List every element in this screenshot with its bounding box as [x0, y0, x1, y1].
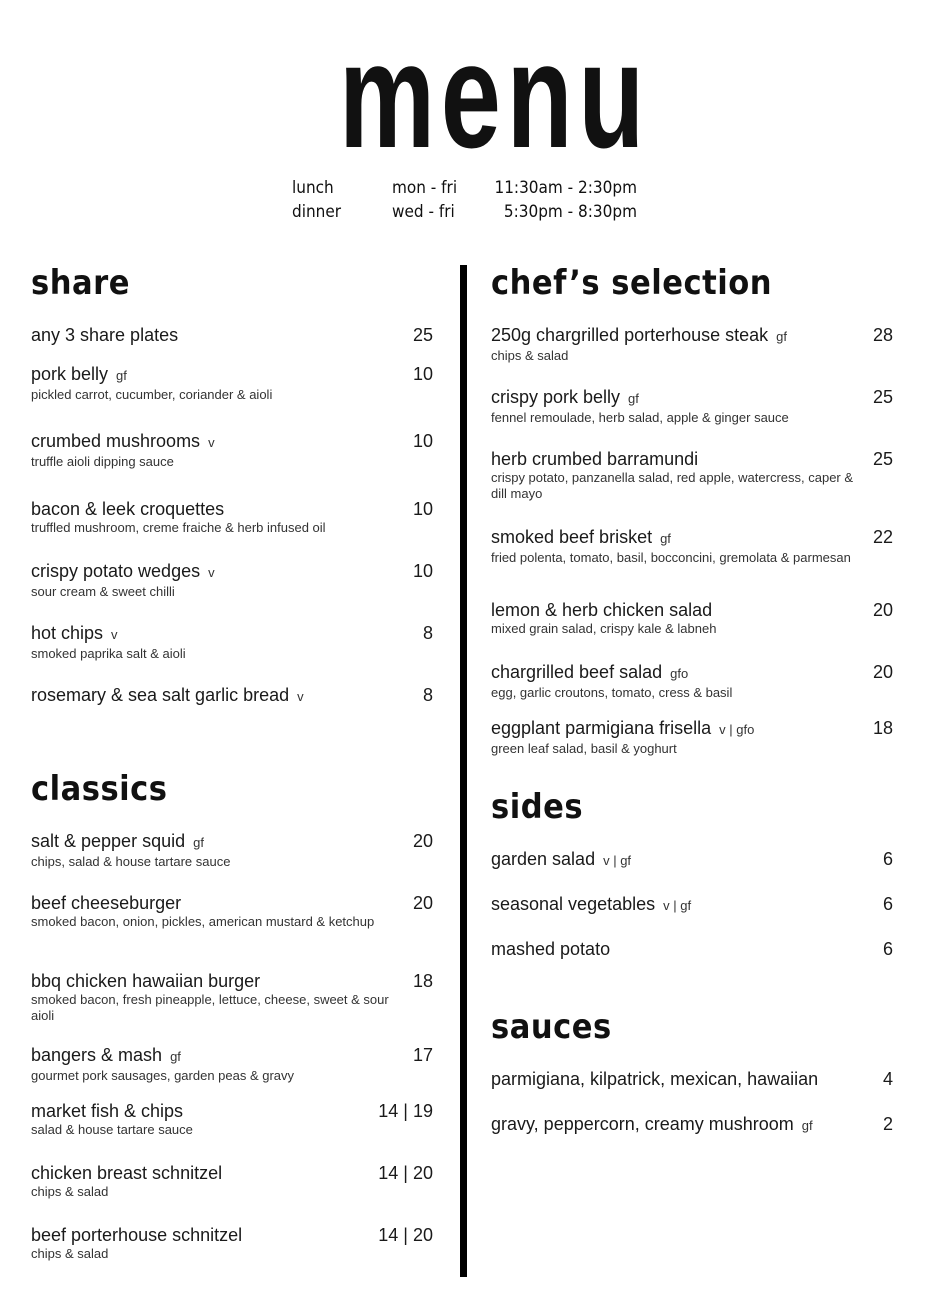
item-name — [491, 325, 893, 347]
dietary-tag: gf — [660, 531, 671, 546]
item-name — [491, 894, 893, 916]
item-name-text: smoked beef brisket — [491, 527, 653, 547]
item-name-text: beef cheeseburger — [31, 893, 182, 913]
item-name — [31, 561, 433, 583]
sides-menu-item — [491, 849, 893, 871]
item-name — [491, 718, 893, 740]
item-name — [491, 849, 893, 871]
item-name — [31, 431, 433, 453]
hours-time: 5:30pm - 8:30pm — [503, 202, 637, 222]
item-name — [491, 527, 893, 549]
item-name-text: eggplant parmigiana frisella — [491, 718, 712, 738]
item-name-text: chicken breast schnitzel — [31, 1163, 223, 1183]
dietary-tag: v | gfo — [719, 722, 755, 737]
item-name — [31, 325, 433, 345]
hours-row-dinner — [292, 200, 637, 224]
item-name-text: bacon & leek croquettes — [31, 499, 225, 519]
section-title-chefs-selection: chef’s selection — [491, 263, 772, 303]
item-name — [491, 1114, 893, 1136]
share-menu-item — [31, 561, 433, 600]
item-description: crispy potato, panzanella salad, red apple, watercress, caper & dill mayo — [491, 470, 854, 501]
item-name — [31, 1101, 433, 1121]
dietary-tag: v | gf — [603, 853, 632, 868]
dietary-tag: gfo — [670, 666, 689, 681]
item-name-text: salt & pepper squid — [31, 831, 186, 851]
item-name-text: herb crumbed barramundi — [491, 449, 699, 469]
item-name — [31, 971, 433, 991]
dietary-tag: gf — [116, 368, 127, 383]
sides-menu-item — [491, 939, 893, 959]
item-price: 17 — [412, 1045, 433, 1065]
item-description: gourmet pork sausages, garden peas & gravy — [31, 1068, 295, 1083]
menu-title: menu — [339, 11, 651, 179]
item-name — [31, 1225, 433, 1245]
item-price: 18 — [412, 971, 433, 991]
item-name-text: crispy potato wedges — [31, 561, 201, 581]
item-description: sour cream & sweet chilli — [31, 584, 175, 599]
item-price: 25 — [872, 449, 893, 469]
item-name-text: parmigiana, kilpatrick, mexican, hawaiian — [491, 1069, 819, 1089]
item-name — [31, 831, 433, 853]
dietary-tag: v — [297, 689, 304, 704]
item-name-text: crispy pork belly — [491, 387, 621, 407]
classics-menu-item — [31, 831, 433, 870]
classics-menu-item — [31, 1225, 433, 1262]
item-price: 20 — [412, 831, 433, 851]
item-name-text: garden salad — [491, 849, 596, 869]
item-name-text: lemon & herb chicken salad — [491, 600, 713, 620]
dietary-tag: v — [111, 627, 118, 642]
column-divider — [460, 265, 467, 1277]
item-description: salad & house tartare sauce — [31, 1122, 193, 1137]
item-name-text: 250g chargrilled porterhouse steak — [491, 325, 769, 345]
item-name — [491, 387, 893, 409]
dietary-tag: v — [208, 565, 215, 580]
item-price: 10 — [412, 499, 433, 519]
item-name-text: bbq chicken hawaiian burger — [31, 971, 261, 991]
classics-menu-item — [31, 971, 433, 1024]
item-name-text: rosemary & sea salt garlic bread — [31, 685, 290, 705]
classics-menu-item — [31, 1045, 433, 1084]
chefs-menu-item — [491, 449, 893, 502]
item-price: 10 — [412, 364, 433, 384]
item-name — [31, 685, 433, 707]
item-description: chips & salad — [31, 1184, 109, 1199]
item-name-text: gravy, peppercorn, creamy mushroom — [491, 1114, 794, 1134]
item-price: 20 — [872, 600, 893, 620]
item-price: 6 — [882, 849, 893, 869]
item-description: egg, garlic croutons, tomato, cress & basil — [491, 685, 733, 700]
item-name — [31, 623, 433, 645]
chefs-menu-item — [491, 527, 893, 566]
hours-days: mon - fri — [392, 178, 458, 198]
item-price: 20 — [412, 893, 433, 913]
item-name-text: mashed potato — [491, 939, 611, 959]
section-title-classics: classics — [31, 769, 168, 809]
item-price: 25 — [412, 325, 433, 345]
item-price: 10 — [412, 561, 433, 581]
sides-menu-item — [491, 894, 893, 916]
item-price: 10 — [412, 431, 433, 451]
item-name — [491, 662, 893, 684]
chefs-menu-item — [491, 387, 893, 426]
dietary-tag: v | gf — [663, 898, 692, 913]
item-name-text: crumbed mushrooms — [31, 431, 201, 451]
item-price: 4 — [882, 1069, 893, 1089]
item-name — [31, 893, 433, 913]
chefs-menu-item — [491, 325, 893, 364]
item-name — [491, 1069, 893, 1089]
chefs-menu-item — [491, 662, 893, 701]
item-name — [31, 1045, 433, 1067]
hours-time: 11:30am - 2:30pm — [494, 178, 637, 198]
dietary-tag: gf — [776, 329, 788, 344]
item-price: 22 — [872, 527, 893, 547]
sauces-menu-item — [491, 1114, 893, 1136]
hours-meal: lunch — [292, 178, 334, 198]
item-name-text: seasonal vegetables — [491, 894, 656, 914]
item-description: fried polenta, tomato, basil, bocconcini, gremolata & parmesan — [491, 550, 851, 565]
share-menu-item — [31, 325, 433, 345]
section-title-sides: sides — [491, 787, 584, 827]
item-name-text: hot chips — [31, 623, 104, 643]
classics-menu-item — [31, 893, 433, 930]
share-menu-item — [31, 431, 433, 470]
dietary-tag: v — [208, 435, 215, 450]
item-name-text: pork belly — [31, 364, 109, 384]
item-description: chips, salad & house tartare sauce — [31, 854, 231, 869]
item-name — [31, 364, 433, 386]
chefs-menu-item — [491, 718, 893, 757]
item-name-text: chargrilled beef salad — [491, 662, 663, 682]
item-description: fennel remoulade, herb salad, apple & ginger sauce — [491, 410, 789, 425]
classics-menu-item — [31, 1101, 433, 1138]
item-name — [491, 939, 893, 959]
dietary-tag: gf — [801, 1118, 813, 1133]
share-menu-item — [31, 499, 433, 536]
dietary-tag: gf — [170, 1049, 181, 1064]
item-description: chips & salad — [491, 348, 569, 363]
item-name — [491, 600, 893, 620]
item-price: 2 — [882, 1114, 893, 1134]
hours-row-lunch — [292, 176, 637, 200]
item-name — [491, 449, 893, 469]
item-description: smoked bacon, onion, pickles, american mustard & ketchup — [31, 914, 375, 929]
item-description: chips & salad — [31, 1246, 109, 1261]
classics-menu-item — [31, 1163, 433, 1200]
opening-hours — [292, 176, 637, 224]
section-title-share: share — [31, 263, 130, 303]
share-menu-item — [31, 623, 433, 662]
item-description: green leaf salad, basil & yoghurt — [491, 741, 677, 756]
item-description: truffled mushroom, creme fraiche & herb infused oil — [31, 520, 326, 535]
item-price: 25 — [872, 387, 893, 407]
item-description: pickled carrot, cucumber, coriander & aioli — [31, 387, 273, 402]
item-price: 14 | 20 — [378, 1225, 433, 1245]
chefs-menu-item — [491, 600, 893, 637]
item-description: truffle aioli dipping sauce — [31, 454, 174, 469]
item-description: mixed grain salad, crispy kale & labneh — [491, 621, 717, 636]
share-menu-item — [31, 364, 433, 403]
dietary-tag: gf — [628, 391, 639, 406]
item-price: 6 — [882, 894, 893, 914]
item-price: 8 — [422, 685, 433, 705]
item-price: 20 — [872, 662, 893, 682]
item-price: 18 — [872, 718, 893, 738]
share-menu-item — [31, 685, 433, 707]
item-name-text: beef porterhouse schnitzel — [31, 1225, 243, 1245]
item-price: 14 | 20 — [378, 1163, 433, 1183]
dietary-tag: gf — [193, 835, 204, 850]
item-name — [31, 1163, 433, 1183]
sauces-menu-item — [491, 1069, 893, 1089]
item-description: smoked bacon, fresh pineapple, lettuce, cheese, sweet & sour aioli — [31, 992, 389, 1023]
section-title-sauces: sauces — [491, 1007, 612, 1047]
item-price: 8 — [422, 623, 433, 643]
item-price: 6 — [882, 939, 893, 959]
item-name-text: market fish & chips — [31, 1101, 184, 1121]
item-name — [31, 499, 433, 519]
hours-meal: dinner — [292, 202, 342, 222]
item-price: 14 | 19 — [378, 1101, 433, 1121]
item-name-text: any 3 share plates — [31, 325, 179, 345]
item-price: 28 — [872, 325, 893, 345]
hours-days: wed - fri — [392, 202, 455, 222]
item-description: smoked paprika salt & aioli — [31, 646, 186, 661]
item-name-text: bangers & mash — [31, 1045, 163, 1065]
